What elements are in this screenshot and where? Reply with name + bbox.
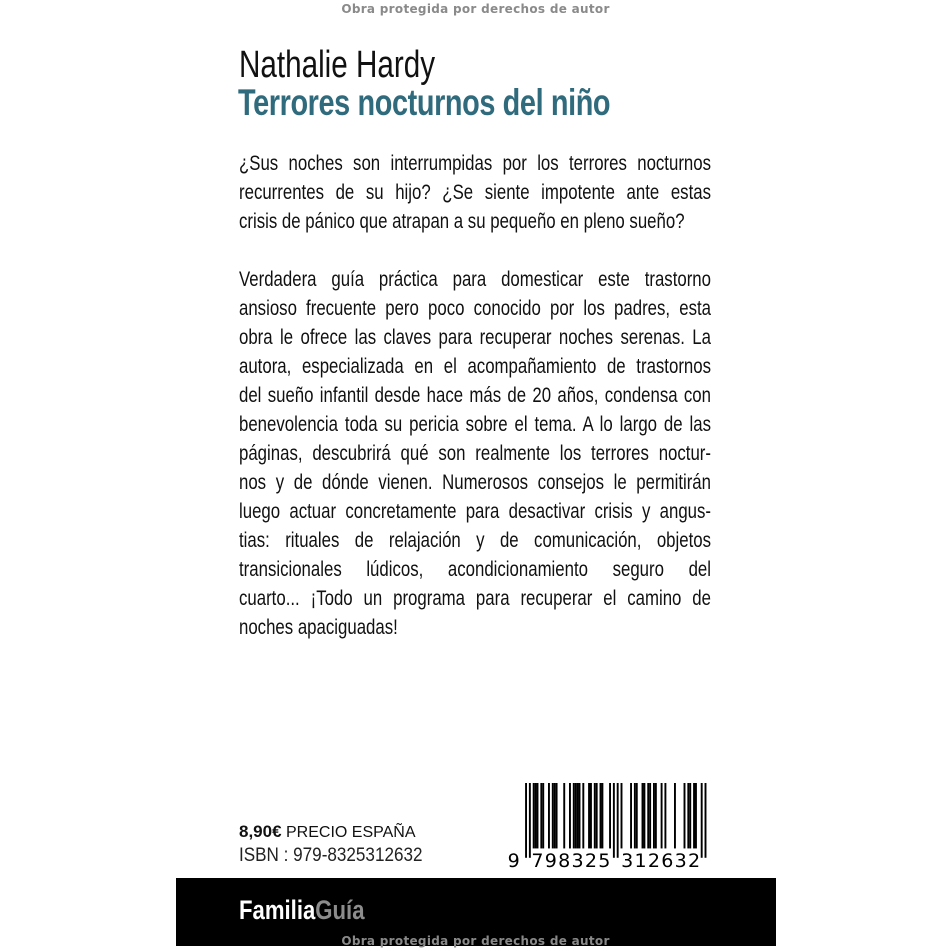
text-line: noches apaciguadas! (239, 616, 398, 639)
barcode-bar (600, 783, 602, 848)
text-line: transicionales lúdicos, acondicionamiento seguro del (239, 558, 711, 581)
barcode-bar (529, 783, 531, 858)
barcode-bar (601, 783, 603, 848)
text-line: luego actuar concretamente para desactivar crisis y angus- (239, 500, 711, 523)
text-line: autora, especializada en el acompañamiento de trastornos (239, 355, 711, 378)
publisher-logo (239, 895, 365, 926)
barcode-bar (653, 783, 655, 848)
barcode-bar (596, 783, 598, 848)
barcode-bar (649, 783, 651, 848)
text-line: nos y de dónde vienen. Numerosos consejos le permitirán (239, 471, 711, 494)
barcode-bar (535, 783, 537, 848)
barcode-bar (554, 783, 556, 848)
price (239, 822, 416, 842)
barcode-digit: 9 (507, 850, 520, 869)
barcode-bar (705, 783, 707, 858)
barcode-digit: 3 (621, 850, 634, 869)
barcode-bar (647, 783, 649, 848)
text-line: obra le ofrece las claves para recuperar noches serenas. La (239, 326, 711, 349)
price-amount: 8,90€ (239, 822, 282, 841)
text-line: recurrentes de su hijo? ¿Se siente impotente ante estas (239, 181, 711, 204)
barcode-bar (613, 783, 615, 858)
text-line: ansioso frecuente pero poco conocido por los padres, esta (239, 297, 711, 320)
text-line: crisis de pánico que atrapan a su pequeño en pleno sueño? (239, 210, 685, 233)
barcode-bar (573, 783, 575, 848)
barcode-bar (643, 783, 645, 848)
barcode-bar (693, 783, 695, 848)
price-label: PRECIO ESPAÑA (286, 824, 416, 841)
barcode-bar (590, 783, 592, 848)
text-line: páginas, descubrirá qué son realmente los terrores noctur- (239, 442, 711, 465)
barcode-bar (540, 783, 542, 848)
text-line: benevolencia toda su pericia sobre el tema. A lo largo de las (239, 413, 711, 436)
barcode-bar (630, 783, 632, 848)
barcode-bar (575, 783, 577, 848)
barcode-digit: 1 (634, 850, 647, 869)
barcode-digit: 7 (531, 850, 544, 869)
barcode-bar (689, 783, 691, 848)
barcode-digit: 6 (661, 850, 674, 869)
barcode-bar (701, 783, 703, 858)
watermark-bottom: Obra protegida por derechos de autor (341, 934, 610, 948)
blurb-paragraph-1 (239, 149, 711, 236)
watermark-top: Obra protegida por derechos de autor (341, 2, 610, 16)
barcode-bar (655, 783, 657, 848)
author-name: Nathalie Hardy (239, 44, 436, 86)
barcode-bar (609, 783, 611, 848)
text-line: ¿Sus noches son interrumpidas por los terrores nocturnos (239, 152, 711, 175)
barcode-bar (552, 783, 554, 848)
barcode-bar (525, 783, 527, 858)
barcode-bar (579, 783, 581, 848)
barcode-digit: 2 (647, 850, 661, 869)
barcode-bar (533, 783, 535, 848)
barcode-bar (642, 783, 644, 848)
text-line: cuarto... ¡Todo un programa para recuperar el camino de (239, 587, 711, 610)
barcode-digit: 2 (584, 850, 598, 869)
barcode-bar (617, 783, 619, 858)
barcode-bar (674, 783, 676, 848)
barcode (506, 783, 716, 869)
barcode-digit: 5 (598, 850, 611, 869)
barcode-bar (621, 783, 623, 848)
isbn: ISBN : 979-8325312632 (239, 845, 423, 866)
barcode-bar (684, 783, 686, 848)
barcode-digit: 3 (571, 850, 584, 869)
text-line: Verdadera guía práctica para domesticar este trastorno (239, 268, 711, 291)
barcode-bar (661, 783, 663, 848)
barcode-bar (563, 783, 565, 848)
barcode-bar (636, 783, 638, 848)
barcode-bar (548, 783, 550, 848)
barcode-digit: 3 (674, 850, 687, 869)
book-title: Terrores nocturnos del niño (238, 82, 611, 123)
logo-guia: Guía (315, 895, 365, 925)
barcode-digit: 2 (687, 850, 701, 869)
barcode-bar (687, 783, 689, 848)
barcode-bar (537, 783, 539, 848)
text-line: tias: rituales de relajación y de comunicación, objetos (239, 529, 711, 552)
barcode-bar (577, 783, 579, 848)
blurb-paragraph-2 (239, 265, 711, 642)
barcode-bar (556, 783, 558, 848)
barcode-bar (542, 783, 544, 848)
barcode-bar (588, 783, 590, 848)
barcode-bar (664, 783, 666, 848)
barcode-bar (634, 783, 636, 848)
barcode-digit: 8 (558, 850, 571, 869)
logo-familia: Familia (239, 895, 316, 925)
barcode-bar (594, 783, 596, 848)
barcode-bar (695, 783, 697, 848)
barcode-bar (569, 783, 571, 848)
barcode-digit: 9 (544, 850, 557, 869)
barcode-bar (582, 783, 584, 848)
text-line: del sueño infantil desde hace más de 20 años, condensa con (239, 384, 711, 407)
